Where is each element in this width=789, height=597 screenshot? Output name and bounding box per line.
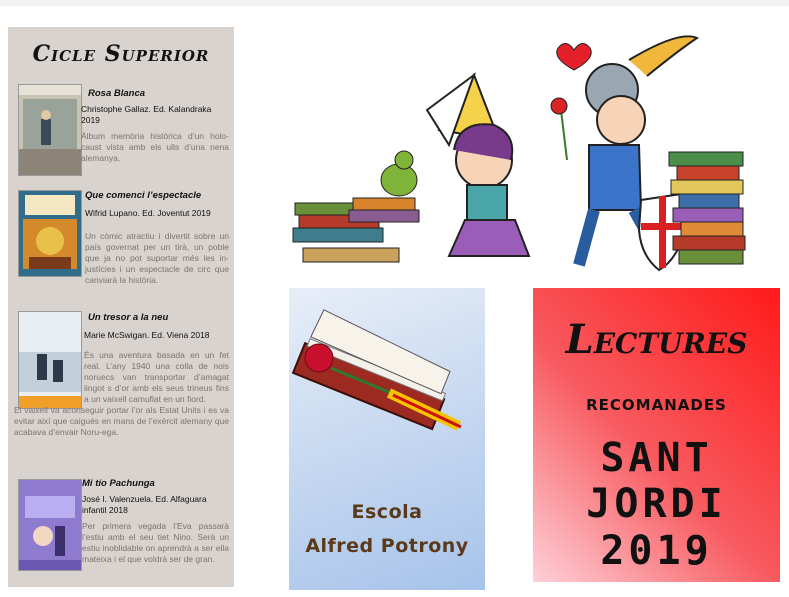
dragon-figure bbox=[381, 151, 417, 196]
book-author: Marie McSwigan. Ed. Viena 2018 bbox=[84, 330, 210, 340]
book-item-un-tresor bbox=[8, 311, 234, 461]
poster-title-line5: 2019 bbox=[600, 528, 713, 574]
shield-icon bbox=[639, 194, 685, 270]
poster-title-line3: SANT bbox=[600, 435, 713, 481]
poster-title-line4: JORDI bbox=[586, 481, 727, 527]
book-item-que-comenci bbox=[8, 188, 234, 303]
rosa-blanca-cover-icon bbox=[19, 85, 81, 175]
que-comenci-cover-icon bbox=[19, 191, 81, 276]
book-cover-mi-tio-pachunga bbox=[18, 479, 82, 571]
left-book-stack bbox=[293, 198, 419, 262]
book-item-mi-tio-pachunga bbox=[8, 477, 234, 587]
mi-tio-pachunga-cover-icon bbox=[19, 480, 81, 570]
poster-title-line2: recomanades bbox=[586, 391, 727, 416]
school-box bbox=[289, 288, 485, 590]
book-cover-que-comenci bbox=[18, 190, 82, 277]
book-and-rose-icon bbox=[289, 288, 485, 478]
knight-and-princess-illustration bbox=[289, 20, 781, 282]
book-item-rosa-blanca bbox=[8, 84, 234, 179]
book-title: Un tresor a la neu bbox=[88, 312, 169, 323]
book-author: Christophe Gallaz. Ed. Kalandraka 2019 bbox=[81, 104, 212, 125]
rose-flower bbox=[551, 98, 567, 160]
book-description: Àlbum memòria històrica d’un holo-caust vista amb els ulls d’una nena alemanya. bbox=[81, 131, 229, 163]
school-label-line2: Alfred Potrony bbox=[305, 535, 469, 557]
right-book-stack bbox=[669, 152, 745, 264]
poster-title-line1: Lectures bbox=[565, 316, 748, 363]
book-author: Wifrid Lupano. Ed. Joventut 2019 bbox=[85, 208, 211, 218]
book-title: Que comenci l’espectacle bbox=[85, 190, 202, 201]
book-cover-un-tresor bbox=[18, 311, 82, 409]
book-cover-rosa-blanca bbox=[18, 84, 82, 176]
school-label-line1: Escola bbox=[351, 501, 423, 523]
panel-title: Cicle Superior bbox=[32, 41, 210, 67]
book-list-panel bbox=[8, 27, 234, 587]
book-title: Mi tío Pachunga bbox=[82, 478, 155, 489]
book-description: Per primera vegada l’Eva passarà l’estiu amb el seu tiet Nino. Serà un estiu inoblidable on aprendrà a ser ella mateixa i el que voldrà ser de gran. bbox=[82, 521, 229, 564]
sant-jordi-illustration bbox=[289, 20, 781, 282]
princess-figure bbox=[427, 75, 529, 256]
book-description-part2: El vaixell va aconseguir portar l’or als Estat Units i es va evitar així que caigués en mans de l’exèrcit alemany que acabava d’envair Noru-ega. bbox=[14, 405, 229, 437]
book-description: Un còmic atractiu i divertit sobre un país governat per un tirà, un poble que ja no pot suportar més les in-justícies i un espectacle de circ que canviarà la història. bbox=[85, 231, 229, 285]
heart-icon bbox=[557, 43, 592, 70]
poster-title-box bbox=[533, 288, 780, 582]
book-title: Rosa Blanca bbox=[88, 88, 146, 99]
book-author: José I. Valenzuela. Ed. Alfaguara infantil 2018 bbox=[82, 494, 207, 515]
top-strip bbox=[0, 0, 789, 6]
un-tresor-cover-icon bbox=[19, 312, 81, 408]
book-description-part1: És una aventura basada en un fet real. L’any 1940 una colla de nois noruecs van transportar d’amagat lingot s d’or amb els seus trineus fins a un vaixell camuflat en un fiord. bbox=[84, 350, 229, 404]
